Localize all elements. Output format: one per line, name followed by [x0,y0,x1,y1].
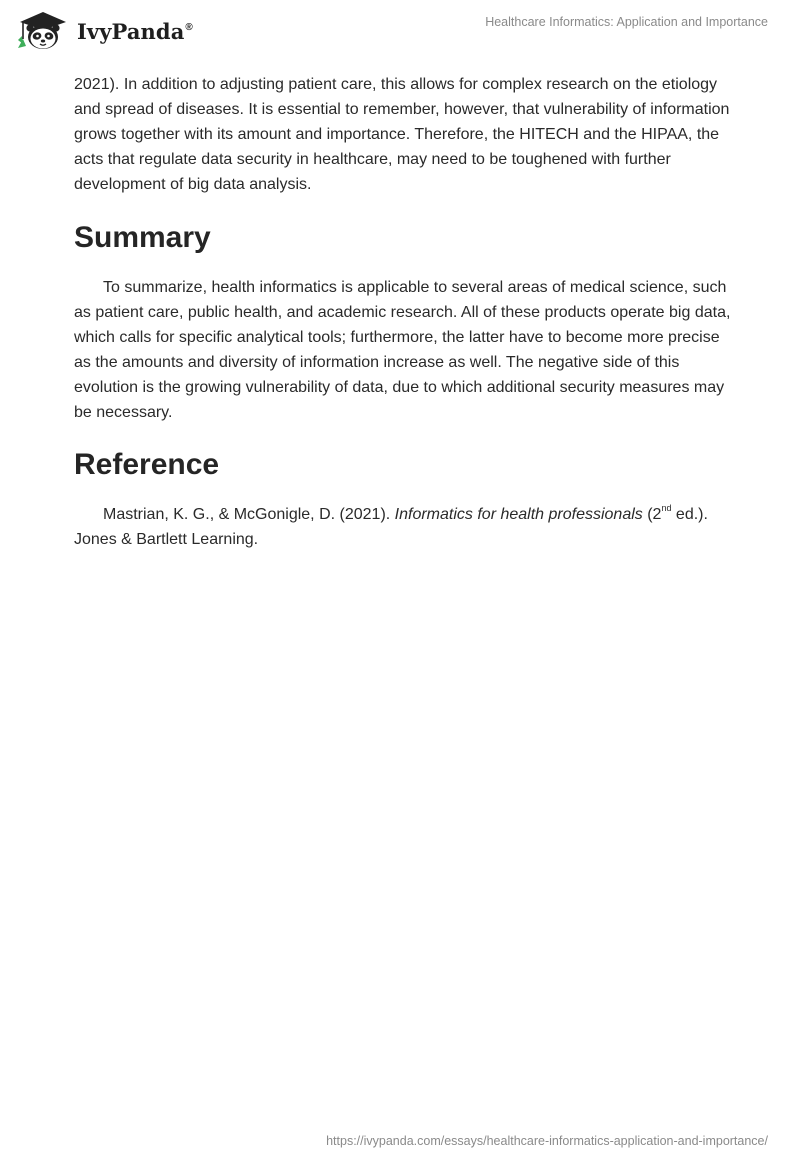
registered-mark: ® [185,21,193,33]
reference-edition-suffix: nd [661,502,672,513]
document-body [74,72,734,552]
reference-heading: Reference [74,448,220,481]
reference-title: Informatics for health professionals [394,506,643,523]
summary-paragraph: To summarize, health informatics is applicable to several areas of medical science, such as patient care, public health, and academic research. All of these products operate big data, which calls for specific analytical tools; furthermore, the latter have to become more precise as the amounts and diversity of information increase as well. The negative side of this evolution is the growing vulnerability of data, due to which additional security measures may be necessary. [74,279,731,421]
reference-edition: (2 [642,506,662,523]
document-title: Healthcare Informatics: Application and Importance [485,15,768,29]
reference-entry [74,502,734,552]
panda-graduate-logo-icon [14,8,72,52]
brand-name: IvyPanda® [77,18,193,44]
summary-heading: Summary [74,221,211,254]
page-header [0,0,800,62]
continuation-paragraph: 2021). In addition to adjusting patient care, this allows for complex research on the etiology and spread of diseases. It is essential to remember, however, that vulnerability of information grows together with its amount and importance. Therefore, the HITECH and the HIPAA, the acts that regulate data security in healthcare, may need to be toughened with further development of big data analysis. [74,76,730,193]
ivypanda-logo[interactable] [14,8,193,52]
reference-authors: Mastrian, K. G., & McGonigle, D. (2021). [103,506,395,523]
reference-publisher: ed.). Jones & Bartlett Learning. [74,506,708,548]
footer-url[interactable]: https://ivypanda.com/essays/healthcare-informatics-application-and-importance/ [326,1134,768,1148]
